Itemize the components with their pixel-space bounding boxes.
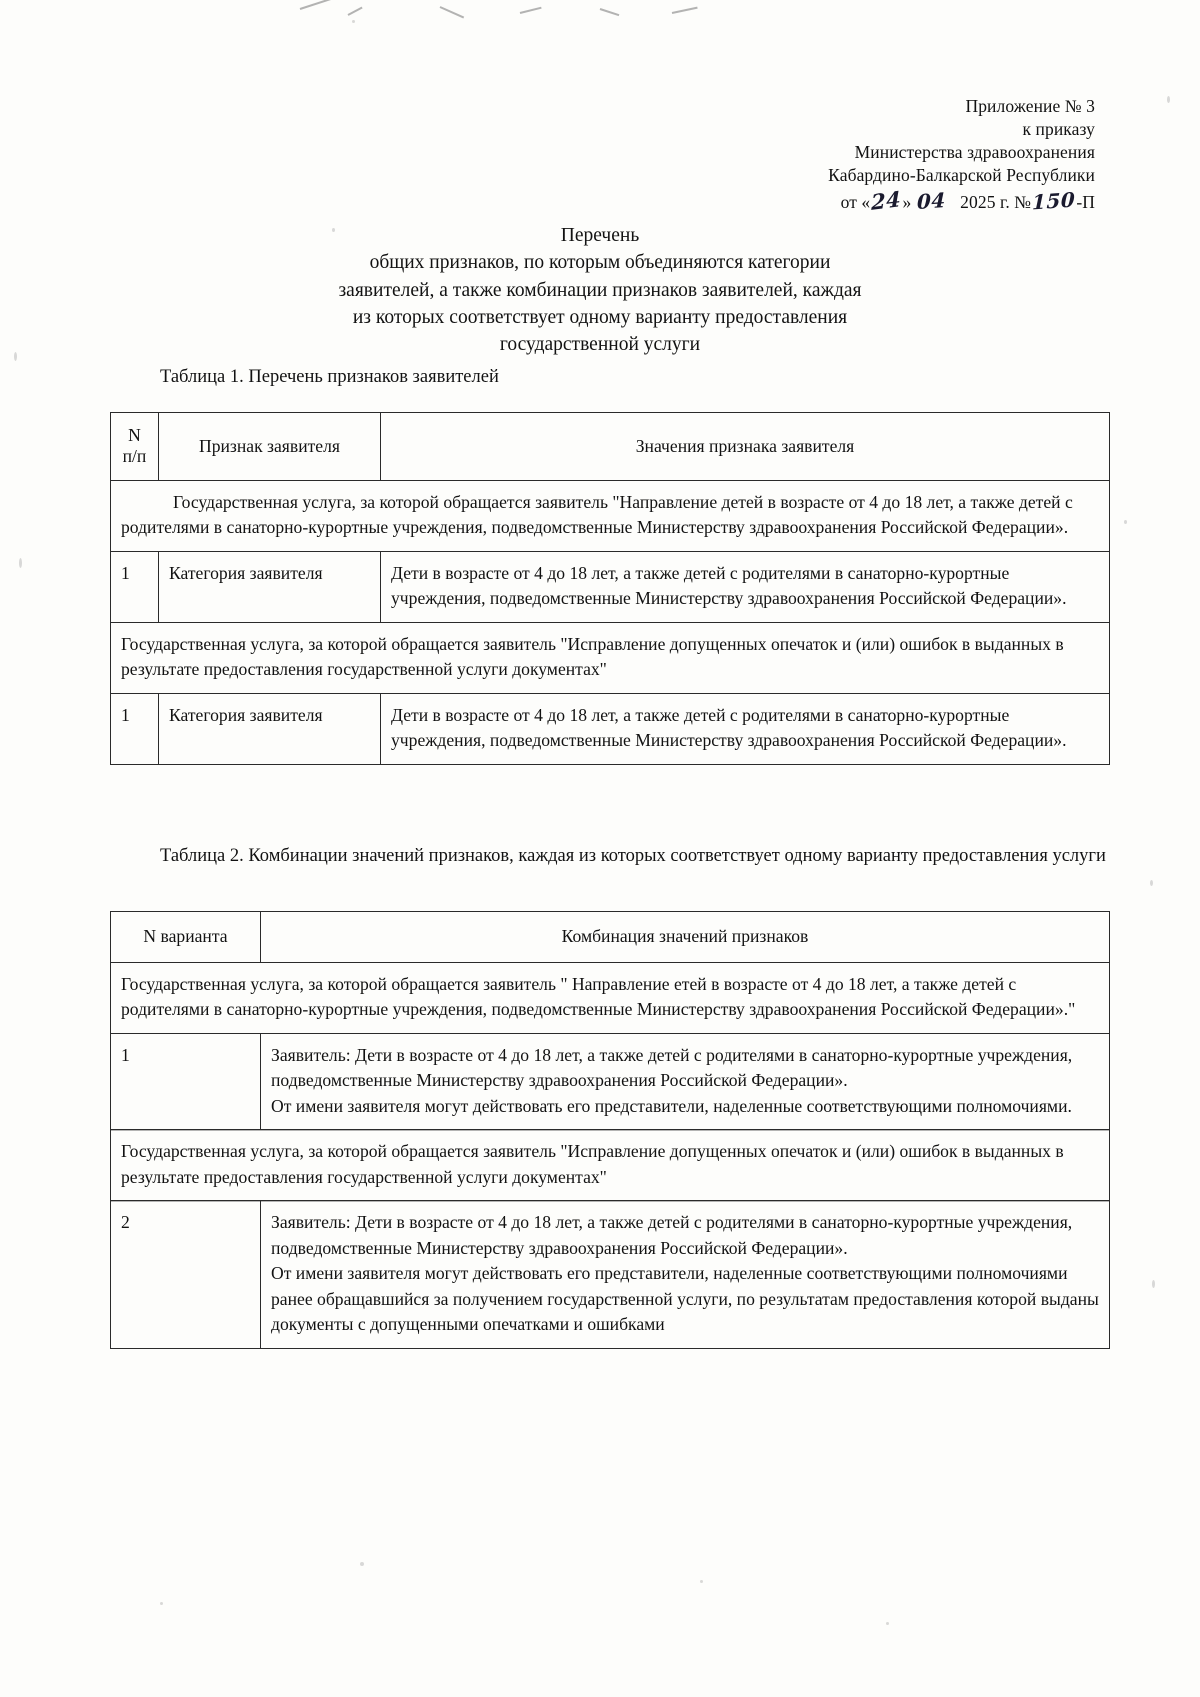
table2-row-combination xyxy=(261,1033,1110,1130)
page-title xyxy=(150,222,1050,358)
scan-speck xyxy=(352,20,355,23)
scan-speck xyxy=(19,558,22,568)
table1-section-description: Государственная услуга, за которой обращается заявитель "Направление детей в возрасте от 4 до 18 лет, а также детей с родителями в санаторно-курортные учреждения, подведомственные Министерству здравоохранения Российской Федерации». xyxy=(111,480,1110,551)
republic-name: Кабардино-Балкарской Республики xyxy=(828,165,1095,186)
table1-header-values: Значения признака заявителя xyxy=(381,413,1110,481)
handwritten-order-number: 150 xyxy=(1031,187,1076,215)
appendix-reference-block xyxy=(675,95,1095,215)
table-row xyxy=(111,1201,1110,1349)
table2-caption: Таблица 2. Комбинации значений признаков, каждая из которых соответствует одному варианту предоставления услуги xyxy=(160,846,1106,866)
table-attribute-combinations xyxy=(110,911,1110,1349)
table1-header-row xyxy=(111,413,1110,481)
table1-row-number: 1 xyxy=(111,693,159,764)
table1-header-attribute: Признак заявителя xyxy=(159,413,381,481)
table2-section-description-row xyxy=(111,1130,1110,1201)
scan-speck xyxy=(700,1580,703,1583)
table2-section-description-row xyxy=(111,962,1110,1033)
scan-speck xyxy=(1152,1280,1155,1288)
scan-speck xyxy=(1124,520,1127,524)
table2-row-combination xyxy=(261,1201,1110,1349)
table1-section-description-row xyxy=(111,622,1110,693)
table2-header-variant: N варианта xyxy=(111,912,261,963)
date-quote-close: » xyxy=(902,192,912,213)
scan-artifact-streaks xyxy=(0,0,1200,22)
title-line-1: Перечень xyxy=(560,225,640,246)
scan-speck xyxy=(14,352,17,361)
table1-section-description: Государственная услуга, за которой обращается заявитель "Исправление допущенных опечаток и (или) ошибок в выданных в результате предоставления государственной услуги документах" xyxy=(111,622,1110,693)
table1-header-number-sub: п/п xyxy=(122,446,147,467)
table2-row-paragraph-2: От имени заявителя могут действовать его представители, наделенные соответствующими полномочиями ранее обращавшийся за получением государственной услуги, по результатам предоставления которой выданы документы с допущенными опечатками и ошибками xyxy=(271,1263,1099,1334)
table-row xyxy=(111,551,1110,622)
scan-speck xyxy=(332,228,335,232)
table1-header-number-n: N xyxy=(128,425,141,445)
table-row xyxy=(111,1033,1110,1130)
handwritten-day: 24 xyxy=(871,186,902,216)
scan-speck xyxy=(160,1602,163,1605)
handwritten-month: 04 xyxy=(916,188,946,215)
table2-row-number: 1 xyxy=(111,1033,261,1130)
table1-row-attribute: Категория заявителя xyxy=(159,693,381,764)
table1-row-value: Дети в возрасте от 4 до 18 лет, а также детей с родителями в санаторно-курортные учреждения, подведомственные Министерству здравоохранения Российской Федерации». xyxy=(381,693,1110,764)
table2-header-row xyxy=(111,912,1110,963)
table2-header-combination: Комбинация значений признаков xyxy=(261,912,1110,963)
table1-row-value: Дети в возрасте от 4 до 18 лет, а также детей с родителями в санаторно-курортные учреждения, подведомственные Министерству здравоохранения Российской Федерации». xyxy=(381,551,1110,622)
date-prefix: от « xyxy=(840,192,871,213)
scan-speck xyxy=(360,1562,364,1566)
title-line-3: заявителей, а также комбинации признаков заявителей, каждая xyxy=(338,279,862,301)
title-line-4: из которых соответствует одному варианту предоставления xyxy=(352,306,848,328)
table-row xyxy=(111,693,1110,764)
table2-section-description: Государственная услуга, за которой обращается заявитель "Исправление допущенных опечаток и (или) ошибок в выданных в результате предоставления государственной услуги документах" xyxy=(111,1130,1110,1201)
ministry-name: Министерства здравоохранения xyxy=(854,142,1095,163)
title-line-2: общих признаков, по которым объединяются категории xyxy=(369,252,831,274)
date-year: 2025 г. № xyxy=(960,192,1032,213)
table2-row-number: 2 xyxy=(111,1201,261,1349)
table-applicant-attributes xyxy=(110,412,1110,765)
table2-row-paragraph-2: От имени заявителя могут действовать его представители, наделенные соответствующими полномочиями. xyxy=(271,1095,1072,1116)
scan-speck xyxy=(1167,96,1170,103)
table1-section-description-row xyxy=(111,480,1110,551)
table2-row-paragraph-1: Заявитель: Дети в возрасте от 4 до 18 лет, а также детей с родителями в санаторно-курортные учреждения, подведомственные Министерству здравоохранения Российской Федерации». xyxy=(271,1212,1073,1258)
scan-speck xyxy=(1150,880,1153,886)
order-number-suffix: -П xyxy=(1076,192,1095,213)
table1-caption: Таблица 1. Перечень признаков заявителей xyxy=(160,367,499,387)
scan-speck xyxy=(886,1622,889,1625)
table2-row-paragraph-1: Заявитель: Дети в возрасте от 4 до 18 лет, а также детей с родителями в санаторно-курортные учреждения, подведомственные Министерству здравоохранения Российской Федерации». xyxy=(271,1044,1073,1090)
table1-row-number: 1 xyxy=(111,551,159,622)
appendix-number: Приложение № 3 xyxy=(965,96,1095,116)
order-reference-label: к приказу xyxy=(1022,119,1095,140)
table2-section-description: Государственная услуга, за которой обращается заявитель " Направление етей в возрасте от 4 до 18 лет, а также детей с родителями в санаторно-курортные учреждения, подведомственные Министерству здравоохранения Российской Федерации»." xyxy=(111,962,1110,1033)
order-date-line xyxy=(841,187,1095,215)
title-line-5: государственной услуги xyxy=(499,334,701,356)
table1-row-attribute: Категория заявителя xyxy=(159,551,381,622)
table1-header-number xyxy=(111,413,159,481)
